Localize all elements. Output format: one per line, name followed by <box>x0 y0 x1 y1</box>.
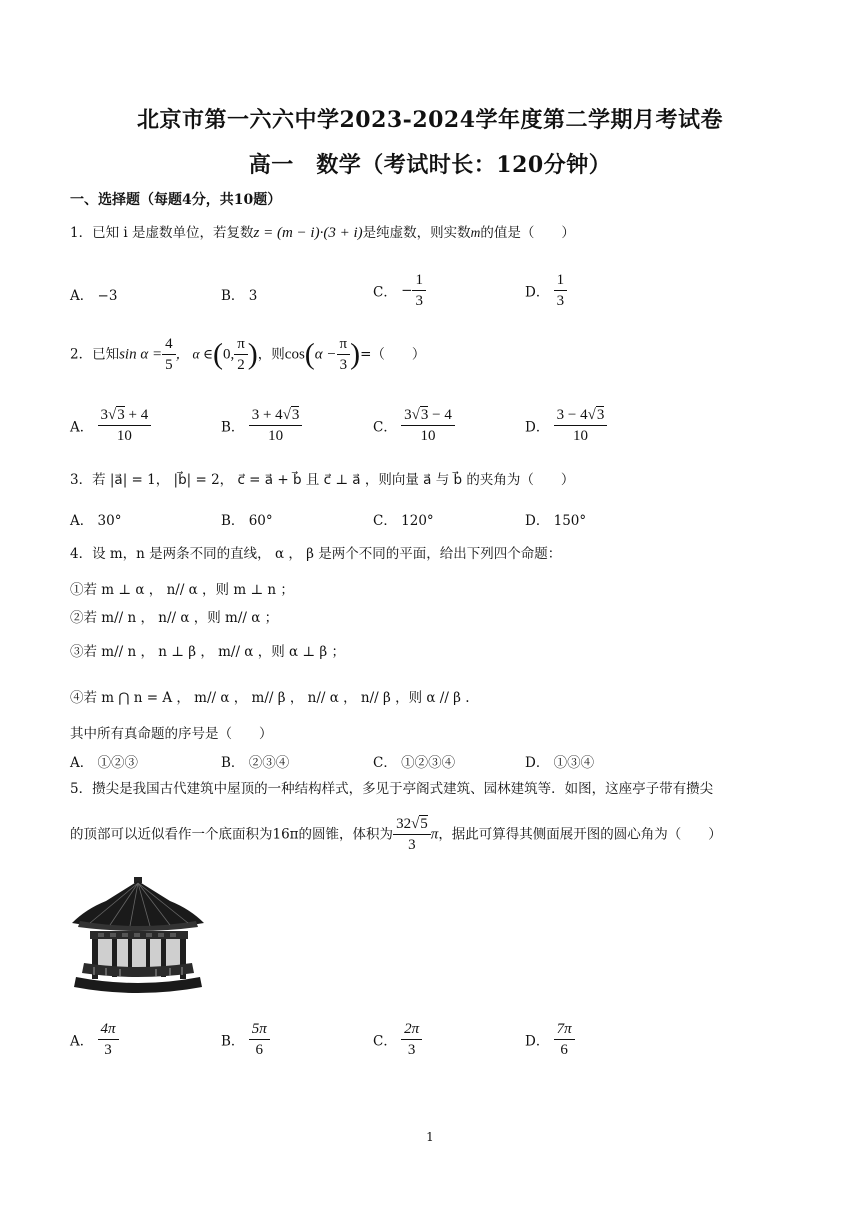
option-label: B． <box>221 513 245 529</box>
denominator: 10 <box>420 428 436 444</box>
option-value: ①③④ <box>553 755 595 771</box>
numerator: 1 <box>412 270 426 291</box>
numerator: 5π <box>249 1019 270 1040</box>
denominator: 3 <box>104 1042 112 1058</box>
option-fraction <box>554 270 568 311</box>
proposition-1: ①若 m ⊥ α ， n// α ，则 m ⊥ n ； <box>70 582 294 598</box>
option-label: A． <box>70 755 94 771</box>
question-prompt: 其中所有真命题的序号是（ ） <box>70 726 273 742</box>
option-b <box>221 1019 270 1060</box>
option-fraction <box>98 405 152 446</box>
option-b <box>221 405 302 446</box>
option-value: ①②③ <box>97 755 139 771</box>
option-label: B． <box>221 1033 245 1050</box>
option-value: 120° <box>401 513 434 529</box>
question-number: 3． <box>70 472 93 488</box>
option-fraction <box>554 405 608 446</box>
option-label: C． <box>373 1033 397 1050</box>
base-platform <box>74 977 202 993</box>
option-a <box>70 405 151 446</box>
question-text: 已知 i 是虚数单位，若复数 <box>92 225 254 241</box>
question-number: 4． <box>70 546 93 562</box>
option-value: 150° <box>553 513 587 529</box>
option-label: A． <box>70 1033 94 1050</box>
variable: m <box>470 225 481 240</box>
question-number: 1． <box>70 225 93 241</box>
option-c <box>373 1019 422 1060</box>
numerator: π <box>234 334 248 355</box>
sin-fraction <box>162 334 176 375</box>
numerator: 2π <box>401 1019 422 1040</box>
denominator: 3 <box>408 837 416 853</box>
numerator: 1 <box>554 270 568 291</box>
denominator: 3 <box>415 293 423 309</box>
option-c <box>373 509 434 529</box>
denominator: 6 <box>255 1042 263 1058</box>
numerator: π <box>337 334 351 355</box>
question-1 <box>70 223 575 243</box>
question-text: 的顶部可以近似看作一个底面积为16π的圆锥，体积为 <box>70 826 394 843</box>
numerator: 32√5 <box>393 814 431 835</box>
cos-fraction <box>337 334 351 375</box>
interval-prefix: ， α ∈ <box>175 346 213 362</box>
denominator: 3 <box>407 1042 416 1058</box>
option-d <box>525 1019 575 1060</box>
question-text: 是纯虚数，则实数 <box>362 225 471 241</box>
option-b <box>221 509 273 529</box>
denominator: 3 <box>339 357 348 373</box>
proposition-4: ④若 m ⋂ n = A ， m// α ， m// β ， n// α ， n// β ，则 α // β . <box>70 690 470 706</box>
numerator: 7π <box>554 1019 575 1040</box>
numerator: 4 <box>162 334 176 355</box>
option-label: C． <box>373 755 397 771</box>
option-fraction <box>554 1019 575 1060</box>
option-label: A． <box>70 419 94 436</box>
question-4 <box>70 544 561 564</box>
option-label: A． <box>70 288 94 304</box>
question-text: 若 |a⃗| = 1， |b⃗| = 2， c⃗ = a⃗ + b⃗ 且 c⃗ ⊥ a⃗ ，则向量 a⃗ 与 b⃗ 的夹角为（ ） <box>92 472 575 488</box>
question-text: 设 m，n 是两条不同的直线， α ， β 是两个不同的平面，给出下列四个命题： <box>92 546 562 562</box>
question-2 <box>70 334 425 375</box>
option-fraction <box>249 405 303 446</box>
complex-expression: z = (m − i)·(3 + i) <box>253 225 363 241</box>
left-paren-icon: ( <box>212 337 223 371</box>
option-d <box>525 405 607 446</box>
question-text: =（ ） <box>360 346 426 363</box>
option-label: A． <box>70 513 94 529</box>
exam-title: 北京市第一六六中学2023-2024学年度第二学期月考试卷 <box>136 107 724 133</box>
option-a <box>70 1019 119 1060</box>
option-label: B． <box>221 419 245 436</box>
denominator: 10 <box>268 428 284 444</box>
cos-argument: α − <box>314 346 337 363</box>
right-paren-icon: ) <box>350 337 361 371</box>
option-b <box>221 751 289 771</box>
question-text: ，则 <box>257 346 285 363</box>
option-label: D． <box>525 1033 550 1050</box>
question-5 <box>70 779 713 799</box>
option-value: 60° <box>248 513 273 529</box>
question-number: 2． <box>70 346 93 363</box>
option-a <box>70 284 117 304</box>
option-label: C． <box>373 513 397 529</box>
option-value: ①②③④ <box>401 755 456 771</box>
question-5-line-2 <box>70 814 722 855</box>
section-heading: 一、选择题（每题4分，共10题） <box>70 192 282 208</box>
option-a <box>70 509 121 529</box>
option-d <box>525 509 586 529</box>
pi-symbol: π <box>430 826 439 843</box>
option-fraction <box>401 1019 422 1060</box>
sin-expression: sin α = <box>119 346 163 363</box>
question-3 <box>70 470 574 490</box>
option-value: −3 <box>97 288 118 304</box>
option-label: C． <box>373 284 397 301</box>
page-number: 1 <box>426 1130 434 1144</box>
numerator: 3 + 4√3 <box>249 405 303 426</box>
interval-start: 0, <box>222 346 235 363</box>
question-text: ，据此可算得其侧面展开图的圆心角为（ ） <box>438 826 722 843</box>
proposition-3: ③若 m// n ， n ⊥ β ， m// α ，则 α ⊥ β ； <box>70 644 345 660</box>
denominator: 2 <box>237 357 245 373</box>
cos-function: cos <box>284 346 305 363</box>
option-fraction <box>412 270 426 311</box>
question-text: 已知 <box>92 346 120 363</box>
proposition-2: ②若 m// n ， n// α ，则 m// α ； <box>70 610 279 626</box>
option-label: B． <box>221 755 245 771</box>
option-c <box>373 270 426 311</box>
denominator: 3 <box>556 293 565 309</box>
numerator: 4π <box>98 1019 119 1040</box>
option-label: D． <box>525 284 550 301</box>
question-text: 的值是（ ） <box>480 225 575 241</box>
option-label: D． <box>525 419 550 436</box>
right-paren-icon: ) <box>247 337 258 371</box>
option-sign: − <box>401 282 413 299</box>
numerator: 3√3 + 4 <box>98 405 152 426</box>
numerator: 3√3 − 4 <box>401 405 455 426</box>
option-value: 30° <box>97 513 122 529</box>
numerator: 3 − 4√3 <box>554 405 608 426</box>
option-fraction <box>401 405 455 446</box>
volume-fraction <box>393 814 431 855</box>
option-c <box>373 751 455 771</box>
option-label: D． <box>525 513 550 529</box>
option-fraction <box>249 1019 270 1060</box>
option-d <box>525 270 567 311</box>
option-value: ②③④ <box>248 755 290 771</box>
option-fraction <box>98 1019 119 1060</box>
option-c <box>373 405 455 446</box>
option-label: C． <box>373 419 397 436</box>
option-d <box>525 751 594 771</box>
exam-subtitle: 高一 数学（考试时长：120分钟） <box>248 152 612 178</box>
denominator: 10 <box>116 428 132 444</box>
option-label: D． <box>525 755 550 771</box>
denominator: 5 <box>165 357 173 373</box>
question-text: 攒尖是我国古代建筑中屋顶的一种结构样式，多见于亭阁式建筑、园林建筑等．如图，这座亭子带有攒尖 <box>92 781 714 797</box>
option-a <box>70 751 138 771</box>
denominator: 6 <box>560 1042 568 1058</box>
pavilion-figure <box>70 875 206 997</box>
option-label: B． <box>221 288 245 304</box>
option-value: 3 <box>248 288 258 304</box>
interval-fraction <box>234 334 248 375</box>
question-number: 5． <box>70 781 93 797</box>
option-b <box>221 284 257 304</box>
left-paren-icon: ( <box>304 337 315 371</box>
denominator: 10 <box>572 428 588 444</box>
